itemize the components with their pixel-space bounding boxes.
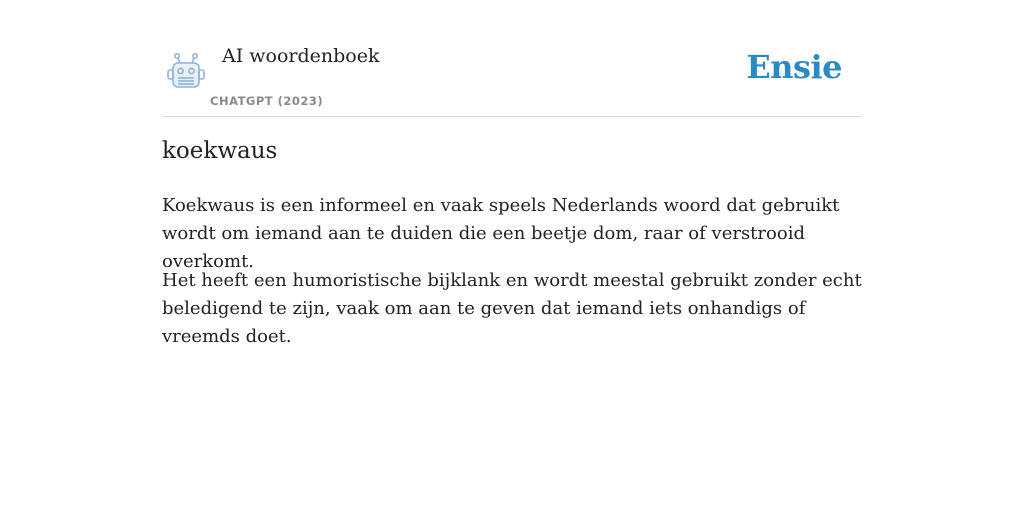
robot-icon: [166, 52, 206, 90]
source-subtitle: CHATGPT (2023): [210, 94, 324, 108]
definition-card: [162, 0, 862, 347]
source-header: [162, 0, 862, 117]
definition-paragraph: Koekwaus is een informeel en vaak speels Nederlands woord dat gebruikt wordt om iemand aan te duiden die een beetje dom, raar of verstrooid overkomt.: [162, 195, 840, 272]
entry-term: koekwaus: [162, 138, 278, 164]
source-title: AI woordenboek: [222, 45, 380, 67]
ensie-logo-link[interactable]: Ensie: [746, 48, 842, 86]
definition-paragraph: Het heeft een humoristische bijklank en wordt meestal gebruikt zonder echt beledigend te zijn, vaak om aan te geven dat iemand iets onhandigs of vreemds doet.: [162, 270, 862, 347]
